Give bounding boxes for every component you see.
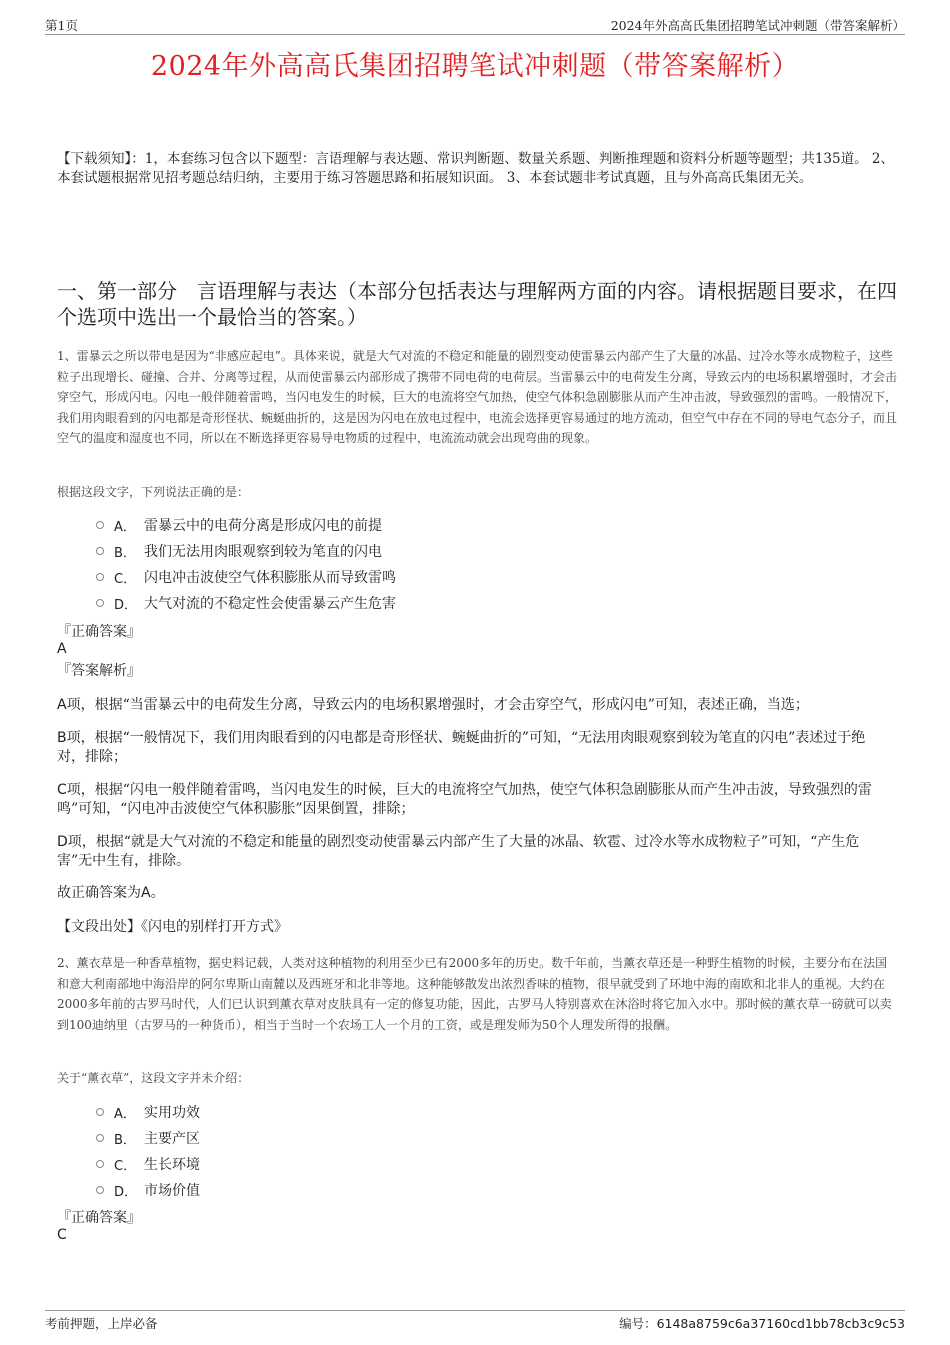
header-doc-title: 2024年外高高氏集团招聘笔试冲刺题（带答案解析）	[610, 18, 905, 33]
question-2-answer-label: 『正确答案』	[57, 1210, 141, 1226]
question-2-option-d[interactable]: D． 市场价值	[96, 1177, 200, 1203]
document-title: 2024年外高高氏集团招聘笔试冲刺题（带答案解析）	[150, 51, 800, 82]
question-1-analysis-label: 『答案解析』	[57, 663, 141, 679]
question-1-answer-label: 『正确答案』	[57, 624, 141, 640]
question-1-passage: 1、雷暴云之所以带电是因为“非感应起电”。具体来说，就是大气对流的不稳定和能量的剧烈变动使雷暴云内部产生了大量的冰晶、过冷水等水成物粒子，这些粒子出现增长、碰撞、合并、分离等过程，从而使雷暴云内部形成了携带不同电荷的电荷层。当雷暴云中的电荷发生分离，导致云内的电场积累增强时，才会击穿空气，形成闪电。闪电一般伴随着雷鸣，当闪电发生的时候，巨大的电流将空气加热，使空气体积急剧膨胀从而产生冲击波，导致强烈的雷鸣。一般情况下，我们用肉眼看到的闪电都是奇形怪状、蜿蜒曲折的，这是因为闪电在放电过程中，电流会选择更容易通过的地方流动，但空气中存在不同的导电气态分子，而且空气的温度和湿度也不同，所以在不断选择更容易导电物质的过程中，电流流动就会出现弯曲的现象。	[57, 349, 898, 445]
radio-icon[interactable]	[96, 1108, 104, 1116]
question-1-option-d[interactable]: D． 大气对流的不稳定性会使雷暴云产生危害	[96, 590, 396, 616]
radio-icon[interactable]	[96, 1186, 104, 1194]
radio-icon[interactable]	[96, 547, 104, 555]
analysis-item-c: C项，根据“闪电一般伴随着雷鸣，当闪电发生的时候，巨大的电流将空气加热，使空气体积急剧膨胀从而产生冲击波，导致强烈的雷鸣”可知，“闪电冲击波使空气体积膨胀”因果倒置，排除；	[57, 782, 872, 817]
question-1-conclusion: 故正确答案为A。	[57, 885, 165, 901]
question-2-option-c[interactable]: C． 生长环境	[96, 1151, 200, 1177]
page-header	[45, 14, 905, 35]
question-1-option-a[interactable]: A． 雷暴云中的电荷分离是形成闪电的前提	[96, 512, 396, 538]
analysis-item-a: A项，根据“当雷暴云中的电荷发生分离，导致云内的电场积累增强时，才会击穿空气，形成闪电”可知，表述正确，当选；	[57, 697, 809, 713]
question-2-options	[96, 1099, 200, 1203]
question-2-passage: 2、薰衣草是一种香草植物，据史料记载，人类对这种植物的利用至少已有2000多年的历史。数千年前，当薰衣草还是一种野生植物的时候，主要分布在法国和意大利南部地中海沿岸的阿尔卑斯山南麓以及西班牙和北非等地。这种能够散发出浓烈香味的植物，很早就受到了环地中海的南欧和北非人的重视。大约在2000多年前的古罗马时代，人们已认识到薰衣草对皮肤具有一定的修复功能，因此，古罗马人特别喜欢在沐浴时将它加入水中。那时候的薰衣草一磅就可以卖到100迪纳里（古罗马的一种货币），相当于当时一个农场工人一个月的工资，或是理发师为50个人理发所得的报酬。	[57, 956, 892, 1032]
footer-serial: 编号：6148a8759c6a37160cd1bb78cb3c9c53	[619, 1316, 905, 1331]
radio-icon[interactable]	[96, 1134, 104, 1142]
radio-icon[interactable]	[96, 1160, 104, 1168]
question-1-option-c[interactable]: C． 闪电冲击波使空气体积膨胀从而导致雷鸣	[96, 564, 396, 590]
radio-icon[interactable]	[96, 573, 104, 581]
question-1-option-b[interactable]: B． 我们无法用肉眼观察到较为笔直的闪电	[96, 538, 396, 564]
analysis-item-b: B项，根据“一般情况下，我们用肉眼看到的闪电都是奇形怪状、蜿蜒曲折的”可知，“无法用肉眼观察到较为笔直的闪电”表述过于绝对，排除；	[57, 730, 866, 765]
radio-icon[interactable]	[96, 599, 104, 607]
question-2-prompt: 关于“薰衣草”，这段文字并未介绍：	[57, 1071, 250, 1085]
page-footer	[45, 1310, 905, 1331]
question-1-options	[96, 512, 396, 616]
page-number: 第1页	[45, 18, 78, 33]
analysis-item-d: D项，根据“就是大气对流的不稳定和能量的剧烈变动使雷暴云内部产生了大量的冰晶、软雹、过冷水等水成物粒子”可知，“产生危害”无中生有，排除。	[57, 834, 860, 869]
radio-icon[interactable]	[96, 521, 104, 529]
section-heading: 一、第一部分 言语理解与表达（本部分包括表达与理解两方面的内容。请根据题目要求，在四个选项中选出一个最恰当的答案。）	[57, 279, 897, 329]
question-2-answer: C	[57, 1227, 67, 1243]
question-1-answer: A	[57, 641, 67, 657]
question-1-prompt: 根据这段文字，下列说法正确的是：	[57, 485, 250, 499]
question-2-option-a[interactable]: A． 实用功效	[96, 1099, 200, 1125]
question-1-source: 【文段出处】《闪电的别样打开方式》	[57, 919, 288, 935]
question-2-option-b[interactable]: B． 主要产区	[96, 1125, 200, 1151]
footer-slogan: 考前押题，上岸必备	[45, 1316, 158, 1331]
download-notice: 【下载须知】：1，本套练习包含以下题型：言语理解与表达题、常识判断题、数量关系题、判断推理题和资料分析题等题型；共135道。 2、本套试题根据常见招考题总结归纳，主要用于练习答题思路和拓展知识面。 3、本套试题非考试真题，且与外高高氏集团无关。	[57, 151, 894, 186]
